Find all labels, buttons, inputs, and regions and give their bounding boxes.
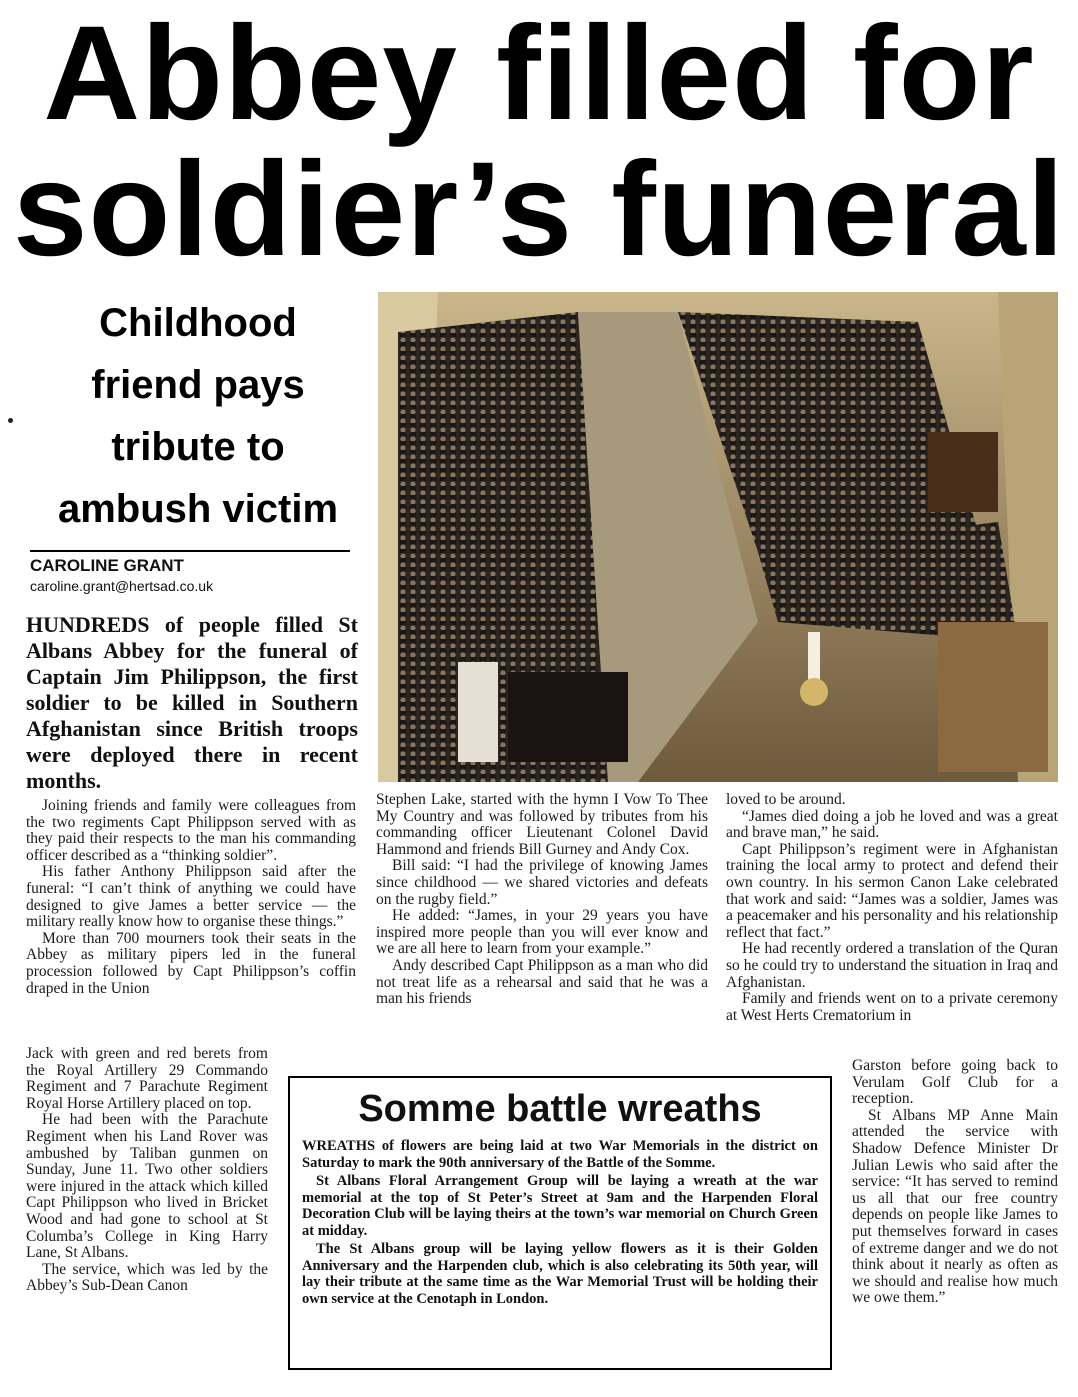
paragraph: St Albans MP Anne Main attended the service with Shadow Defence Minister Dr Julian Lewis who said after the service: “It has served to remind us all that our free country depends on people like James to put themselves forward in cases of extreme danger and we do not think about it nearly as often as we should and realise how much we owe them.” [852,1106,1058,1307]
paragraph: Bill said: “I had the privilege of knowing James since childhood — we shared victories and defeats on the rugby field.” [376,857,708,908]
paragraph: loved to be around. [726,791,846,808]
subhead-line-3: tribute to [111,425,285,469]
paragraph: More than 700 mourners took their seats in the Abbey as military pipers led in the funeral procession followed by Capt Philippson’s coffin draped in the Union [26,929,356,997]
headline-line-2: soldier’s funeral [12,135,1066,284]
paragraph: He had been with the Parachute Regiment when his Land Rover was ambushed by Taliban gunmen on Sunday, June 11. Two other soldiers were injured in the attack which killed Capt Philippson who lived in Bricket Wood and had gone to school at St Columba’s College in King Harry Lane, St Albans. [26,1111,268,1262]
paragraph: He added: “James, in your 29 years you have inspired more people than you will ever know and we are all here to learn from your example.” [376,907,708,958]
article-intro: HUNDREDS of people filled St Albans Abbey for the funeral of Captain Jim Philippson, the first soldier to be killed in Southern Afghanistan since British troops were deployed there in recent months. [26,612,358,793]
paragraph: WREATHS of flowers are being laid at two War Memorials in the district on Saturday to mark the 90th anniversary of the Battle of the Somme. [302,1138,818,1171]
author-name: CAROLINE GRANT [30,556,184,575]
paragraph: The service, which was led by the Abbey’s Sub-Dean Canon [26,1260,268,1295]
sidebar-title: Somme battle wreaths [358,1088,762,1130]
print-speck [8,418,13,423]
paragraph: Jack with green and red berets from the Royal Artillery 29 Commando Regiment and 7 Parachute Regiment Royal Horse Artillery placed on top. [26,1045,268,1112]
paragraph: Capt Philippson’s regiment were in Afghanistan training the local army to protect and defend their own country. In his sermon Canon Lake celebrated that work and said: “James was a soldier, James was a peacemaker and his personality and his relationship reflect that fact.” [726,840,1058,941]
article-column-1-continued [26,1046,268,1295]
paragraph: He had recently ordered a translation of the Quran so he could try to understand the situation in Iraq and Afghanistan. [726,940,1058,991]
article-column-3-continued [852,1058,1058,1307]
article-column-2 [376,792,708,1008]
paragraph: “James died doing a job he loved and was a great and brave man,” he said. [726,807,1058,842]
article-column-1 [26,798,356,997]
abbey-interior-photo [378,292,1058,782]
paragraph: Joining friends and family were colleagues from the two regiments Capt Philippson served with as they paid their respects to the man his commanding officer described as a “thinking soldier”. [26,797,356,864]
photo-illustration [378,292,1058,782]
paragraph: His father Anthony Philippson said after the funeral: “I can’t think of anything we could have designed to give James a better service — the military really know how to organise these things.” [26,863,356,931]
sidebar-body [302,1138,818,1307]
paragraph: St Albans Floral Arrangement Group will be laying a wreath at the war memorial at the top of St Peter’s Street at 9am and the Harpenden Floral Decoration Club will be laying theirs at the town’s war memorial on Church Green at midday. [302,1173,818,1239]
paragraph: Andy described Capt Philippson as a man who did not treat life as a rehearsal and said that he was a man his friends [376,956,708,1008]
paragraph: Family and friends went on to a private ceremony at West Herts Crematorium in [726,990,1058,1024]
subhead-line-4: ambush victim [57,487,339,531]
byline [30,550,350,594]
article-column-3 [726,792,1058,1024]
paragraph: Stephen Lake, started with the hymn I Vow To Thee My Country and was followed by tributes from his commanding officer Lieutenant Colonel David Hammond and friends Bill Gurney and Andy Cox. [376,791,708,858]
subhead-line-2: friend pays [91,363,305,407]
somme-wreaths-sidebar [288,1076,832,1370]
paragraph: The St Albans group will be laying yellow flowers as it is their Golden Anniversary and the Harpenden club, which is also celebrating its 50th year, will lay their tribute at the same time as the War Memorial Trust will be holding their own service at the Cenotaph in London. [302,1241,818,1307]
paragraph: Garston before going back to Verulam Golf Club for a reception. [852,1057,1058,1108]
author-email: caroline.grant@hertsad.co.uk [30,578,214,594]
headline-line-1: Abbey filled for [43,0,1035,148]
subhead-line-1: Childhood [99,301,297,345]
subheadline [28,292,368,540]
